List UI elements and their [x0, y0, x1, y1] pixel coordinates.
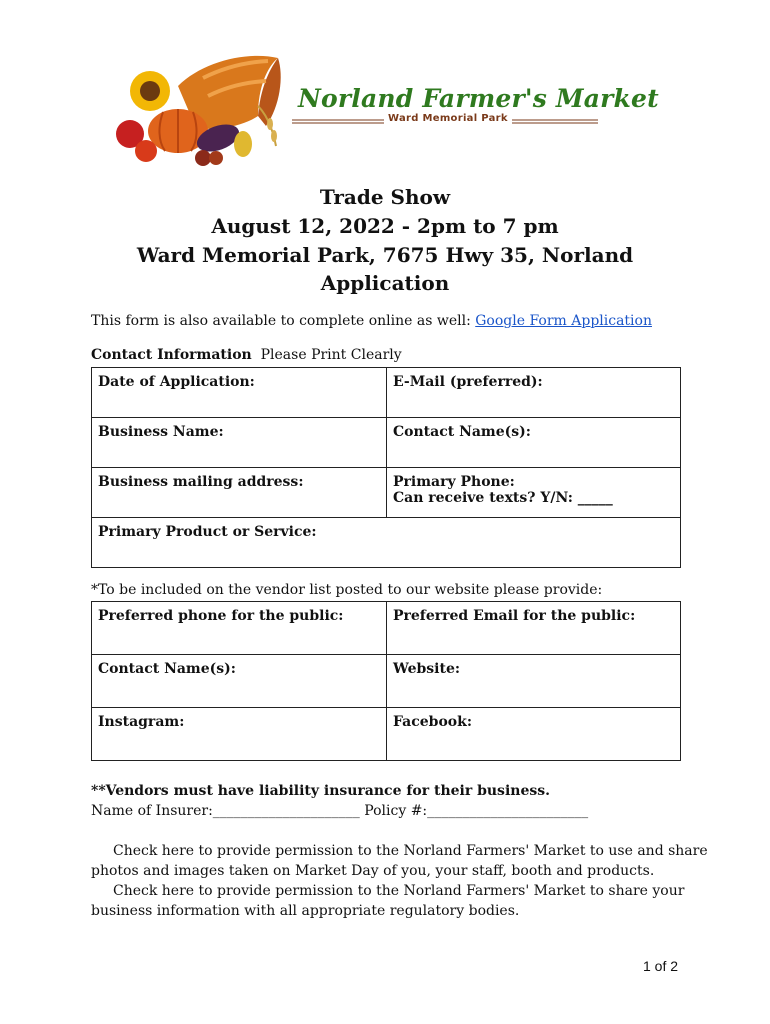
business-name-field[interactable]: Business Name: [92, 418, 387, 468]
public-phone-field[interactable]: Preferred phone for the public: [92, 602, 387, 655]
brand-subtitle: Ward Memorial Park [384, 113, 512, 124]
heading-date: August 12, 2022 - 2pm to 7 pm [211, 214, 559, 238]
permission-photos-line2: photos and images taken on Market Day of you, your staff, booth and products. [91, 863, 655, 879]
insurance-notice: **Vendors must have liability insurance for their business. [91, 783, 550, 799]
cornucopia-logo [108, 46, 288, 171]
website-field[interactable]: Website: [387, 655, 681, 708]
vendor-table [91, 601, 681, 761]
contact-note: Please Print Clearly [260, 347, 402, 363]
permission-info-line2: business information with all appropriate regulatory bodies. [91, 903, 520, 919]
mailing-address-field[interactable]: Business mailing address: [92, 468, 387, 518]
page-number: 1 of 2 [643, 958, 679, 974]
table-row [92, 602, 681, 655]
contact-names-field[interactable]: Contact Name(s): [387, 418, 681, 468]
table-row [92, 468, 681, 518]
google-form-link[interactable]: Google Form Application [475, 313, 652, 329]
table-row [92, 418, 681, 468]
heading-title: Trade Show [319, 185, 451, 209]
primary-product-field[interactable]: Primary Product or Service: [92, 518, 681, 568]
date-of-application-field[interactable]: Date of Application: [92, 368, 387, 418]
brand-title: Norland Farmer's Market [298, 84, 659, 113]
table-row [92, 655, 681, 708]
permission-info-line1[interactable]: Check here to provide permission to the Norland Farmers' Market to share your [113, 883, 685, 899]
contact-title: Contact Information [91, 347, 252, 363]
insurer-line[interactable]: Name of Insurer:_____________________ Policy #:_______________________ [91, 803, 589, 819]
table-row [92, 368, 681, 418]
contact-header [91, 347, 402, 363]
public-email-field[interactable]: Preferred Email for the public: [387, 602, 681, 655]
instagram-field[interactable]: Instagram: [92, 708, 387, 761]
heading-location: Ward Memorial Park, 7675 Hwy 35, Norland [136, 243, 634, 267]
brand-logo [292, 80, 659, 130]
primary-phone-field[interactable] [387, 468, 681, 518]
table-row [92, 518, 681, 568]
permission-photos-line1[interactable]: Check here to provide permission to the Norland Farmers' Market to use and share [113, 843, 708, 859]
intro-line [91, 313, 652, 329]
receive-texts-label: Can receive texts? Y/N: _____ [393, 490, 613, 506]
heading-application: Application [320, 271, 450, 295]
vendor-intro: *To be included on the vendor list posted to our website please provide: [91, 582, 603, 598]
facebook-field[interactable]: Facebook: [387, 708, 681, 761]
intro-text: This form is also available to complete online as well: [91, 313, 476, 329]
primary-phone-label: Primary Phone: [393, 474, 515, 490]
email-field[interactable]: E-Mail (preferred): [387, 368, 681, 418]
contact-table [91, 367, 681, 568]
vendor-contact-field[interactable]: Contact Name(s): [92, 655, 387, 708]
table-row [92, 708, 681, 761]
